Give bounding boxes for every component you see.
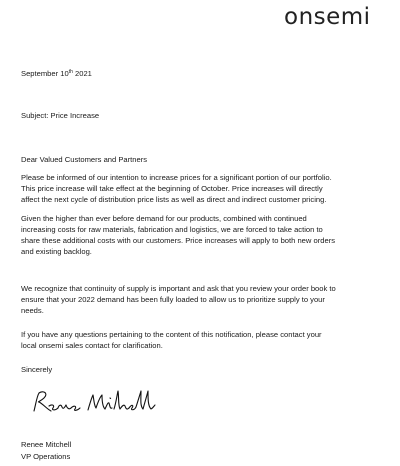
paragraph-line: We recognize that continuity of supply is important and ask that you review your order book to — [21, 284, 336, 293]
paragraph-line: and existing backlog. — [21, 247, 92, 256]
date-suffix: th — [68, 69, 73, 75]
paragraph-line: share these additional costs with our customers. Price increases will apply to both new orders — [21, 236, 336, 245]
letter-subject: Subject: Price Increase — [21, 111, 100, 120]
paragraph-line: local onsemi sales contact for clarification. — [21, 341, 163, 350]
signer-name: Renee Mitchell — [21, 440, 72, 449]
letter-date — [21, 67, 92, 79]
letter-closing: Sincerely — [21, 365, 53, 374]
date-day: September 10 — [21, 69, 69, 78]
paragraph-line: Please be informed of our intention to increase prices for a significant portion of our portfolio. — [21, 173, 332, 182]
handwritten-signature — [30, 387, 160, 417]
paragraph-line: ensure that your 2022 demand has been fully loaded to allow us to prioritize supply to your — [21, 295, 325, 304]
paragraph-line: If you have any questions pertaining to the content of this notification, please contact your — [21, 330, 322, 339]
date-year: 2021 — [75, 69, 92, 78]
onsemi-logo: onsemi — [284, 4, 371, 30]
letter-salutation: Dear Valued Customers and Partners — [21, 155, 148, 164]
signer-title: VP Operations — [21, 452, 71, 461]
paragraph-line: increasing costs for raw materials, fabrication and logistics, we are forced to take action to — [21, 225, 323, 234]
paragraph-line: Given the higher than ever before demand for our products, combined with continued — [21, 214, 307, 223]
paragraph-line: affect the next cycle of distribution price lists as well as direct and indirect customer pricing. — [21, 195, 327, 204]
paragraph-line: needs. — [21, 306, 44, 315]
paragraph-line: This price increase will take effect at the beginning of October. Price increases will directly — [21, 184, 323, 193]
